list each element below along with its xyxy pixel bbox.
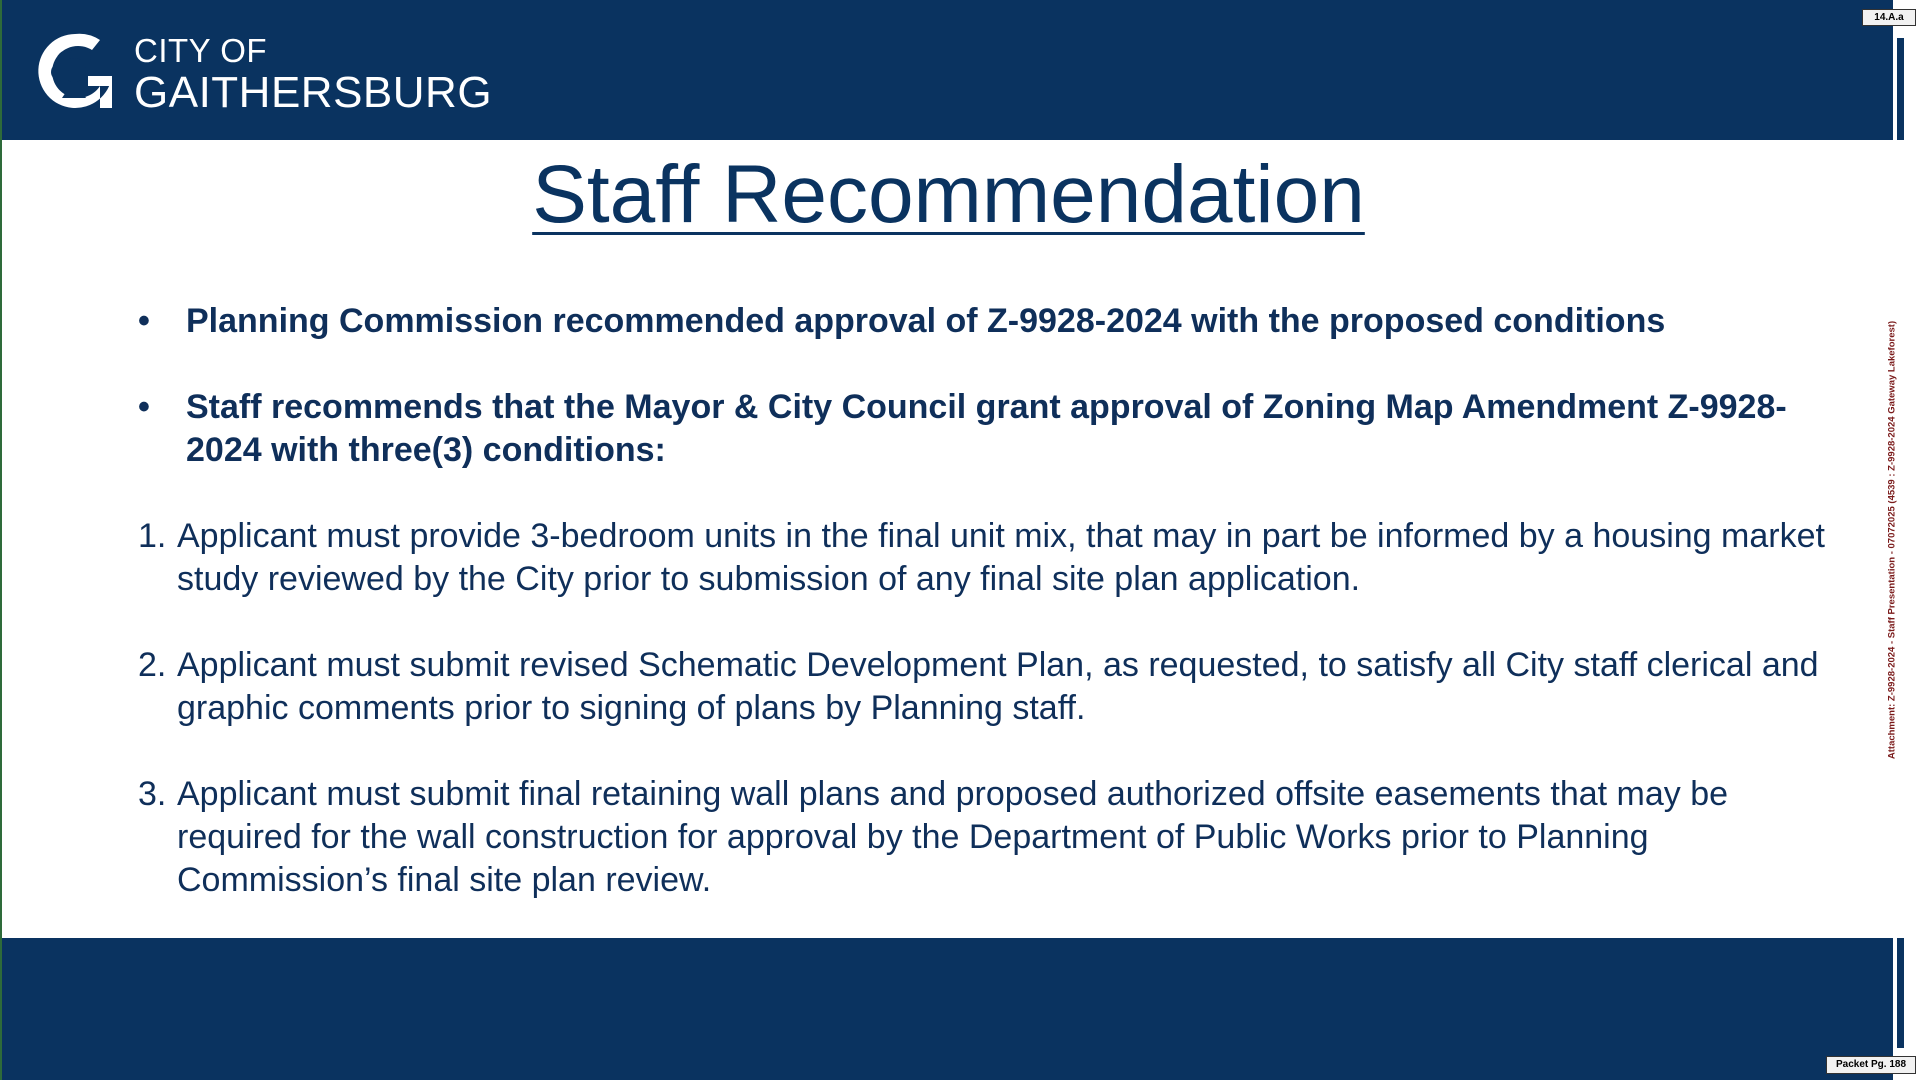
condition-number: 1. (138, 517, 167, 555)
city-wordmark (134, 34, 492, 115)
gaithersburg-label: GAITHERSBURG (134, 68, 493, 117)
condition-text: Applicant must submit final retaining wall plans and proposed authorized offsite easements that may be required for the wall construction for approval by the Department of Public Works prior to Planning Commission’s final site plan review. (177, 775, 1729, 899)
bullet-text: Planning Commission recommended approval of Z-9928-2024 with the proposed conditions (186, 302, 1666, 340)
condition-item (138, 515, 1838, 601)
bullet-item (138, 386, 1838, 472)
condition-item (138, 773, 1838, 902)
condition-text: Applicant must provide 3-bedroom units in the final unit mix, that may in part be informed by a housing market study reviewed by the City prior to submission of any final site plan application. (177, 517, 1825, 598)
header-band (2, 0, 1895, 140)
footer-band (2, 938, 1895, 1080)
slide-content (138, 300, 1838, 945)
gaithersburg-logo-icon (30, 28, 120, 114)
slide-title-text: Staff Recommendation (532, 149, 1365, 240)
bullet-dot-icon: • (138, 388, 150, 426)
packet-page-tag: Packet Pg. 188 (1826, 1056, 1916, 1074)
attachment-label-text: Attachment: Z-9928-2024 - Staff Presentation - 07072025 (4539 : Z-9928-2024 Gateway Lakeforest) (1886, 320, 1898, 760)
city-of-label: CITY OF (134, 32, 268, 69)
condition-number: 3. (138, 775, 167, 813)
page-tag: 14.A.a (1862, 9, 1916, 26)
bullet-dot-icon: • (138, 302, 150, 340)
margin-bar-gap (1896, 140, 1906, 938)
bullet-item (138, 300, 1838, 343)
slide-title (2, 148, 1895, 242)
bullet-text: Staff recommends that the Mayor & City Council grant approval of Zoning Map Amendment Z-9928-2024 with three(3) conditions: (186, 388, 1787, 469)
condition-number: 2. (138, 646, 167, 684)
condition-text: Applicant must submit revised Schematic Development Plan, as requested, to satisfy all City staff clerical and graphic comments prior to signing of plans by Planning staff. (177, 646, 1819, 727)
condition-item (138, 644, 1838, 730)
